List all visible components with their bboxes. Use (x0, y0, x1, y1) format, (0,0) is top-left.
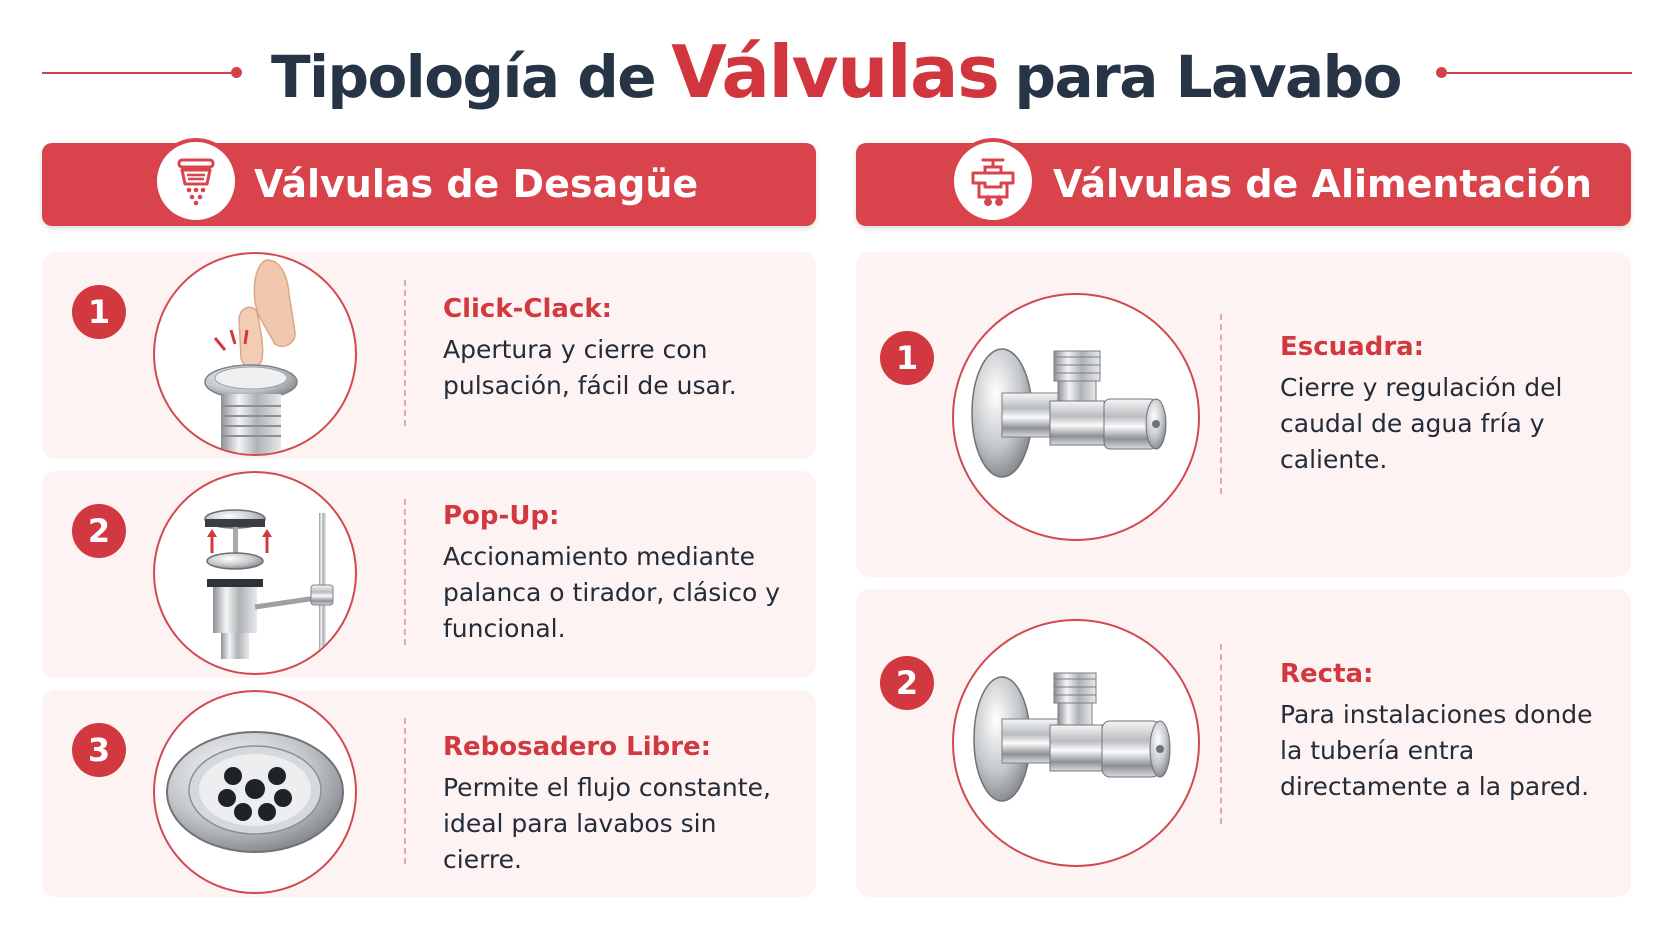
item-number-badge: 1 (880, 331, 934, 385)
card-divider (404, 499, 406, 645)
item-title: Rebosadero Libre: (443, 732, 712, 762)
item-title: Pop-Up: (443, 501, 560, 531)
list-item (42, 252, 816, 459)
section-title: Válvulas de Alimentación (1053, 162, 1592, 206)
item-description: Cierre y regulación del caudal de agua fría y caliente. (1280, 373, 1563, 474)
item-description: Apertura y cierre con pulsación, fácil de usar. (443, 335, 737, 400)
list-item (856, 589, 1631, 897)
card-divider (404, 280, 406, 426)
section-header (856, 143, 1631, 226)
click-clack-valve-image (153, 252, 357, 456)
supply-valves-section (856, 143, 1631, 801)
item-number-badge: 3 (72, 723, 126, 777)
page-title-accent: Válvulas (671, 30, 999, 114)
item-number-badge: 2 (880, 656, 934, 710)
page-title-part2: para Lavabo (1014, 43, 1401, 111)
free-overflow-valve-image (153, 690, 357, 894)
item-title: Click-Clack: (443, 294, 613, 324)
item-title: Recta: (1280, 659, 1374, 689)
item-description: Accionamiento mediante palanca o tirador, clásico y funcional. (443, 542, 780, 643)
list-item (42, 690, 816, 897)
drain-valves-section (42, 143, 816, 874)
item-description: Permite el flujo constante, ideal para lavabos sin cierre. (443, 773, 771, 874)
angle-valve-image (952, 293, 1200, 541)
title-row (0, 22, 1672, 122)
title-rule-right (1447, 72, 1632, 74)
sink-drain-icon (153, 138, 239, 224)
water-tap-icon (950, 138, 1036, 224)
title-dot-left (231, 67, 242, 78)
item-title: Escuadra: (1280, 332, 1425, 362)
item-number-badge: 1 (72, 285, 126, 339)
list-item (856, 252, 1631, 577)
pop-up-valve-image (153, 471, 357, 675)
title-rule-left (42, 72, 234, 74)
section-header (42, 143, 816, 226)
card-divider (1220, 644, 1222, 824)
card-divider (404, 718, 406, 864)
item-number-badge: 2 (72, 504, 126, 558)
page-title-part1: Tipología de (271, 43, 656, 111)
page-title (263, 30, 1409, 114)
list-item (42, 471, 816, 678)
item-description: Para instalaciones donde la tubería entra directamente a la pared. (1280, 700, 1593, 801)
straight-valve-image (952, 619, 1200, 867)
section-title: Válvulas de Desagüe (254, 162, 699, 206)
card-divider (1220, 314, 1222, 494)
title-dot-right (1436, 67, 1447, 78)
